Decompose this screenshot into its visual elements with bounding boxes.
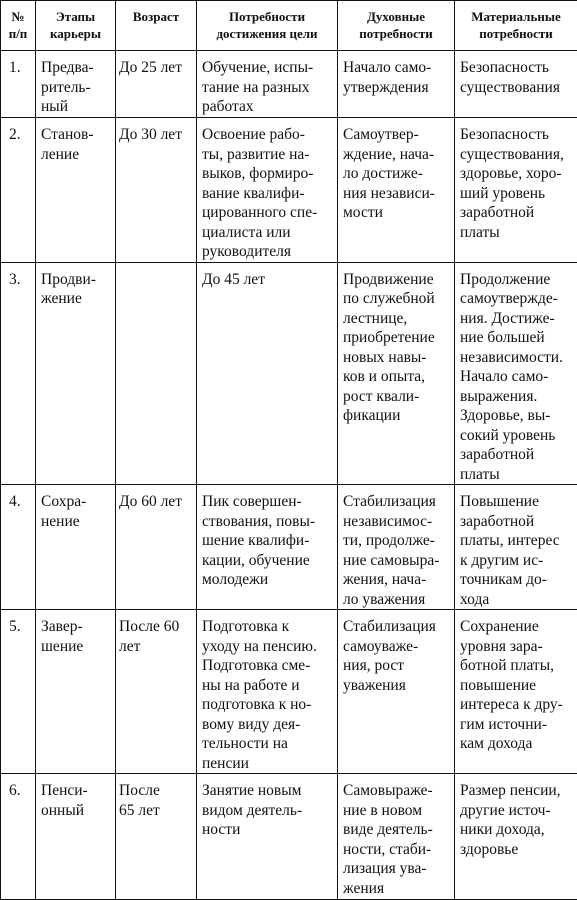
cell-spiritual: Продвижение по служебной лестнице, приобретение новых навы- ков и опыта, рост квали- фикации [338, 262, 455, 485]
cell-spiritual: Стабилизация самоуваже- ния, рост уважения [338, 610, 455, 774]
cell-num: 3. [1, 262, 36, 485]
table-header-row [1, 1, 577, 51]
cell-material: Безопасность существования, здоровье, хоро- ший уровень заработной платы [455, 118, 577, 263]
cell-spiritual: Самоутвер- ждение, нача- ло достиже- ния независи- мости [338, 118, 455, 263]
table-row [1, 610, 577, 774]
cell-achievement: Подготовка к уходу на пенсию. Подготовка сме- ны на работе и подготовка к но- вому виду дея- тельности на пенсии [197, 610, 338, 774]
cell-achievement: Освоение рабо- ты, развитие на- выков, формиро- вание квалифи- цированного спе- циалиста или руководителя [197, 118, 338, 263]
cell-age: До 60 лет [116, 485, 197, 610]
cell-age: После 60 лет [116, 610, 197, 774]
cell-spiritual: Начало само- утверждения [338, 51, 455, 118]
cell-achievement: Занятие новым видом деятель- ности [197, 774, 338, 900]
cell-material: Повышение заработной платы, интерес к другим ис- точникам до- хода [455, 485, 577, 610]
cell-material: Сохранение уровня зара- ботной платы, повышение интереса к дру- гим источни- кам дохода [455, 610, 577, 774]
cell-spiritual: Стабилизация независимос- ти, продолже- ние самовыра- жения, нача- ло уважения [338, 485, 455, 610]
header-spiritual: Духовные потребности [338, 1, 455, 51]
cell-age: После 65 лет [116, 774, 197, 900]
cell-achievement: Пик совершен- ствования, повы- шение квалифи- кации, обучение молодежи [197, 485, 338, 610]
cell-stage: Пенси- онный [36, 774, 116, 900]
cell-num: 6. [1, 774, 36, 900]
cell-age: До 25 лет [116, 51, 197, 118]
cell-stage: Продви- жение [36, 262, 116, 485]
cell-age: До 30 лет [116, 118, 197, 263]
header-num: № п/п [1, 1, 36, 51]
header-stage: Этапы карьеры [36, 1, 116, 51]
cell-num: 1. [1, 51, 36, 118]
header-achievement: Потребности достижения цели [197, 1, 338, 51]
table-row [1, 118, 577, 263]
cell-age [116, 262, 197, 485]
header-material: Материальные потребности [455, 1, 577, 51]
table-row [1, 51, 577, 118]
cell-stage: Станов- ление [36, 118, 116, 263]
cell-spiritual: Самовыраже- ние в новом виде деятель- ности, стаби- лизация ува- жения [338, 774, 455, 900]
cell-stage: Предва- ритель- ный [36, 51, 116, 118]
table-row [1, 262, 577, 485]
cell-material: Безопасность существования [455, 51, 577, 118]
table-row [1, 774, 577, 900]
cell-material: Продолжение самоутвержде- ния. Достиже- ние большей независимости. Начало само- выражения. Здоровье, вы- сокий уровень заработной платы [455, 262, 577, 485]
cell-stage: Сохра- нение [36, 485, 116, 610]
table-row [1, 485, 577, 610]
cell-achievement: Обучение, испы- тание на разных работах [197, 51, 338, 118]
cell-material: Размер пенсии, другие источ- ники дохода, здоровье [455, 774, 577, 900]
cell-num: 5. [1, 610, 36, 774]
cell-num: 4. [1, 485, 36, 610]
cell-stage: Завер- шение [36, 610, 116, 774]
cell-num: 2. [1, 118, 36, 263]
cell-achievement: До 45 лет [197, 262, 338, 485]
header-age: Возраст [116, 1, 197, 51]
